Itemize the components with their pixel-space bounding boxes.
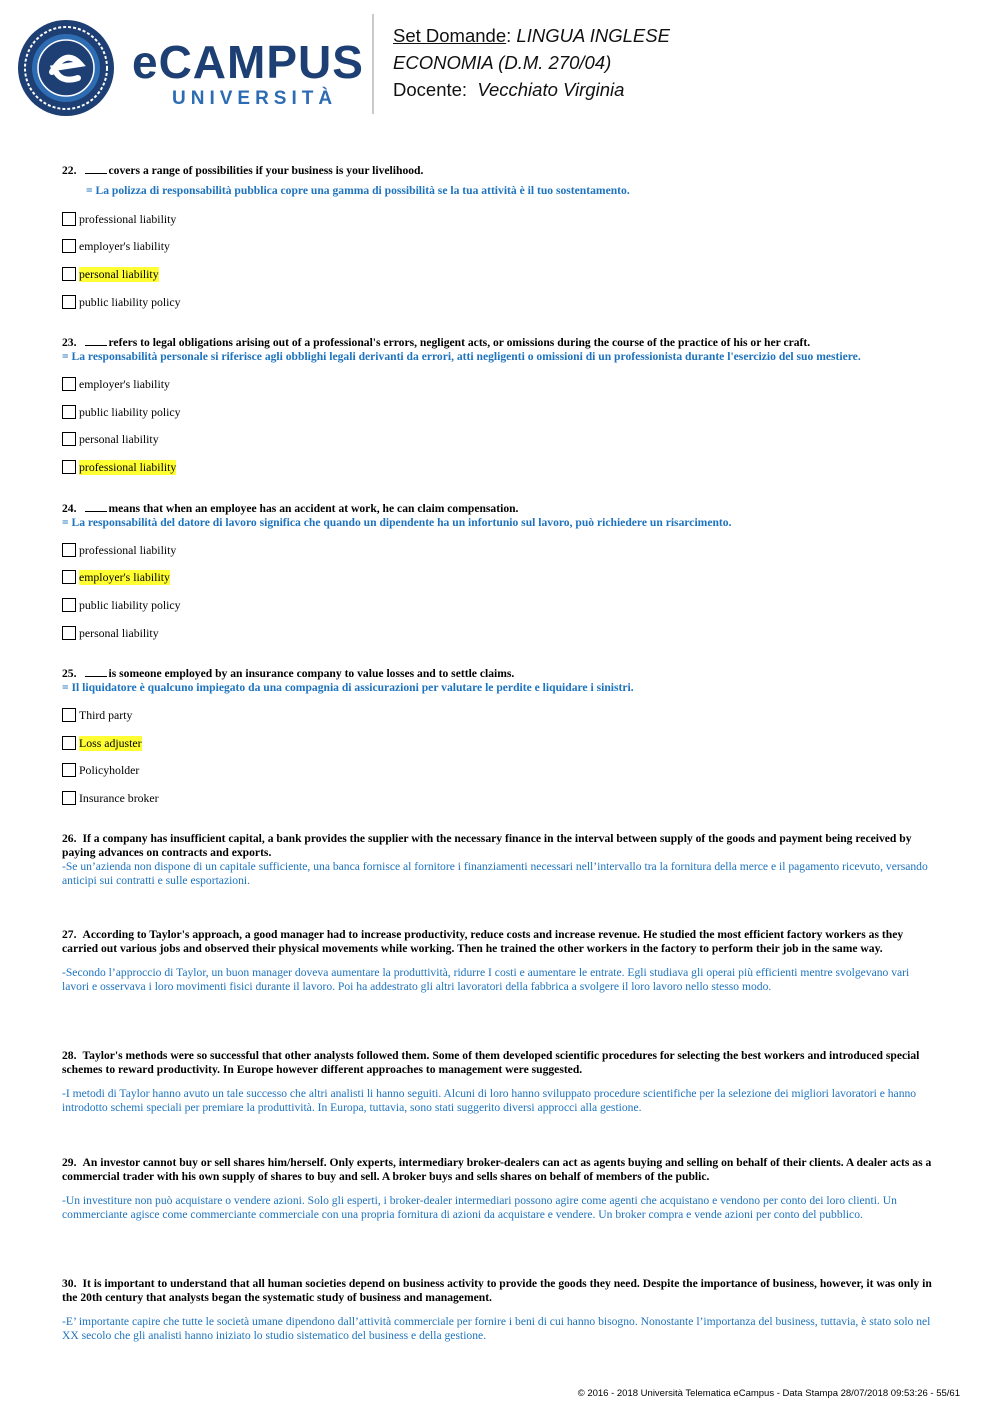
- question-30: [62, 1277, 932, 1343]
- checkbox[interactable]: [62, 763, 76, 777]
- checkbox[interactable]: [62, 295, 76, 309]
- question-translation: -Secondo l’approccio di Taylor, un buon manager doveva aumentare la produttività, ridurre I costi e aumentare le entrate. Egli studiava gli operai più efficienti mentre svolgevano vari lavori e osservava i loro movimenti fisici durante il lavoro. Poi ha addestrato gli altri lavoratori della fabbrica a svolgere il loro lavoro nello stesso modo.: [62, 966, 910, 993]
- answer-option[interactable]: Third party: [62, 706, 132, 724]
- question-translation: = Il liquidatore è qualcuno impiegato da una compagnia di assicurazioni per valutare le perdite e liquidare i sinistri.: [62, 681, 634, 694]
- checkbox[interactable]: [62, 791, 76, 805]
- question-text: 23. refers to legal obligations arising out of a professional's errors, negligent acts, or omissions during the course of the practice of his or her craft.: [62, 336, 811, 349]
- teacher-name: Vecchiato Virginia: [477, 79, 625, 100]
- checkbox[interactable]: [62, 239, 76, 253]
- answer-option-correct[interactable]: Loss adjuster: [62, 734, 142, 752]
- question-translation: -Se un’azienda non dispone di un capitale sufficiente, una banca fornisce al fornitore i finanziamenti necessari nell’intervallo tra la fornitura della merce e il pagamento ricevuto, versando anticipi sui contratti e sulle esportazioni.: [62, 860, 928, 887]
- answer-option[interactable]: personal liability: [62, 430, 159, 448]
- header-info: [393, 22, 670, 103]
- question-text: 28. Taylor's methods were so successful that other analysts followed them. Some of them developed scientific procedures for selecting the best workers and introduced special schemes to reward productivity. In Europe however different approaches to management were suggested.: [62, 1049, 920, 1076]
- set-line: Set Domande: LINGUA INGLESE: [393, 25, 670, 46]
- checkbox[interactable]: [62, 267, 76, 281]
- answer-option-correct[interactable]: employer's liability: [62, 568, 170, 586]
- teacher-line: [393, 76, 670, 103]
- question-text: 24. means that when an employee has an accident at work, he can claim compensation.: [62, 502, 519, 515]
- logo-subtitle: UNIVERSITÀ: [172, 88, 338, 109]
- page-footer: © 2016 - 2018 Università Telematica eCampus - Data Stampa 28/07/2018 09:53:26 - 55/61: [577, 1388, 960, 1399]
- answer-option[interactable]: professional liability: [62, 210, 176, 228]
- ecampus-seal-icon: [16, 18, 116, 118]
- question-translation: = La responsabilità del datore di lavoro significa che quando un dipendente ha un infortunio sul lavoro, può richiedere un risarcimento.: [62, 516, 732, 529]
- answer-option[interactable]: employer's liability: [62, 375, 170, 393]
- answer-option[interactable]: employer's liability: [62, 237, 170, 255]
- answer-option[interactable]: public liability policy: [62, 596, 181, 614]
- checkbox[interactable]: [62, 598, 76, 612]
- teacher-label: Docente:: [393, 79, 468, 100]
- checkbox[interactable]: [62, 708, 76, 722]
- checkbox[interactable]: [62, 570, 76, 584]
- question-22: [62, 164, 932, 198]
- answer-option-correct[interactable]: professional liability: [62, 458, 176, 476]
- checkbox[interactable]: [62, 626, 76, 640]
- answer-option-correct[interactable]: personal liability: [62, 265, 159, 283]
- checkbox[interactable]: [62, 460, 76, 474]
- question-text: 30. It is important to understand that all human societies depend on business activity to provide the goods they need. Despite the importance of business, however, it was only in the 20th century that analysts began the systematic study of business and management.: [62, 1277, 932, 1304]
- checkbox[interactable]: [62, 736, 76, 750]
- question-24: [62, 502, 932, 530]
- question-translation: = La polizza di responsabilità pubblica copre una gamma di possibilità se la tua attività è il tuo sostentamento.: [86, 184, 630, 197]
- answer-option[interactable]: Insurance broker: [62, 789, 159, 807]
- question-translation: -E’ importante capire che tutte le società umane dipendono dall’attività commerciale per fornire i beni di cui hanno bisogno. Nonostante l’importanza del business, tuttavia, è stato solo nel XX secolo che gli analisti hanno iniziato lo studio sistematico del business e della gestione.: [62, 1315, 931, 1342]
- question-text: 22. covers a range of possibilities if your business is your livelihood.: [62, 164, 424, 177]
- question-27: [62, 928, 932, 994]
- checkbox[interactable]: [62, 212, 76, 226]
- answer-option[interactable]: professional liability: [62, 541, 176, 559]
- subject-line1: LINGUA INGLESE: [516, 25, 670, 46]
- answer-option[interactable]: public liability policy: [62, 403, 181, 421]
- checkbox[interactable]: [62, 432, 76, 446]
- question-text: 27. According to Taylor's approach, a good manager had to increase productivity, reduce costs and increase revenue. He studied the most efficient factory workers as they carried out various jobs and observed their physical movements while working. Then he trained the other workers in the factory to perform their job in the same way.: [62, 928, 904, 955]
- logo-wordmark: eCAMPUS: [132, 36, 364, 88]
- question-translation: = La responsabilità personale si riferisce agli obblighi legali derivanti da errori, atti negligenti o omissioni di un professionista durante l'esercizio del suo mestiere.: [62, 350, 861, 363]
- checkbox[interactable]: [62, 377, 76, 391]
- question-23: [62, 336, 932, 364]
- question-text: 26. If a company has insufficient capital, a bank provides the supplier with the necessary finance in the interval between supply of the goods and payment being received by paying advances on contracts and exports.: [62, 832, 912, 859]
- answer-option[interactable]: personal liability: [62, 624, 159, 642]
- question-26: [62, 832, 932, 888]
- set-label: Set Domande: [393, 25, 507, 46]
- page-header: [0, 0, 1000, 130]
- answer-option[interactable]: public liability policy: [62, 293, 181, 311]
- subject-line2: ECONOMIA (D.M. 270/04): [393, 52, 612, 73]
- question-text: 29. An investor cannot buy or sell shares him/herself. Only experts, intermediary broker-dealers can act as agents buying and selling on behalf of their clients. A dealer acts as a commercial trader with his own supply of shares to buy and sell. A broker buys and sells shares on behalf of members of the public.: [62, 1156, 932, 1183]
- question-25: [62, 667, 932, 695]
- question-29: [62, 1156, 932, 1222]
- checkbox[interactable]: [62, 543, 76, 557]
- header-divider: [372, 14, 374, 114]
- question-28: [62, 1049, 932, 1115]
- question-translation: -Un investiture non può acquistare o vendere azioni. Solo gli esperti, i broker-dealer intermediari possono agire come agenti che acquistano e vendono per conto dei loro clienti. Un commerciante agisce come commerciante commerciale con una propria fornitura di azioni da acquistare e vendere. Un broker compra e vende azioni per conto del pubblico.: [62, 1194, 897, 1221]
- question-text: 25. is someone employed by an insurance company to value losses and to settle claims.: [62, 667, 515, 680]
- checkbox[interactable]: [62, 405, 76, 419]
- question-translation: -I metodi di Taylor hanno avuto un tale successo che altri analisti li hanno seguiti. Alcuni di loro hanno sviluppato procedure scientifiche per la selezione dei migliori lavoratori e hanno introdotto schemi speciali per premiare la produttività. In Europa, tuttavia, sono stati suggerito diversi approcci alla gestione.: [62, 1087, 917, 1114]
- answer-option[interactable]: Policyholder: [62, 761, 139, 779]
